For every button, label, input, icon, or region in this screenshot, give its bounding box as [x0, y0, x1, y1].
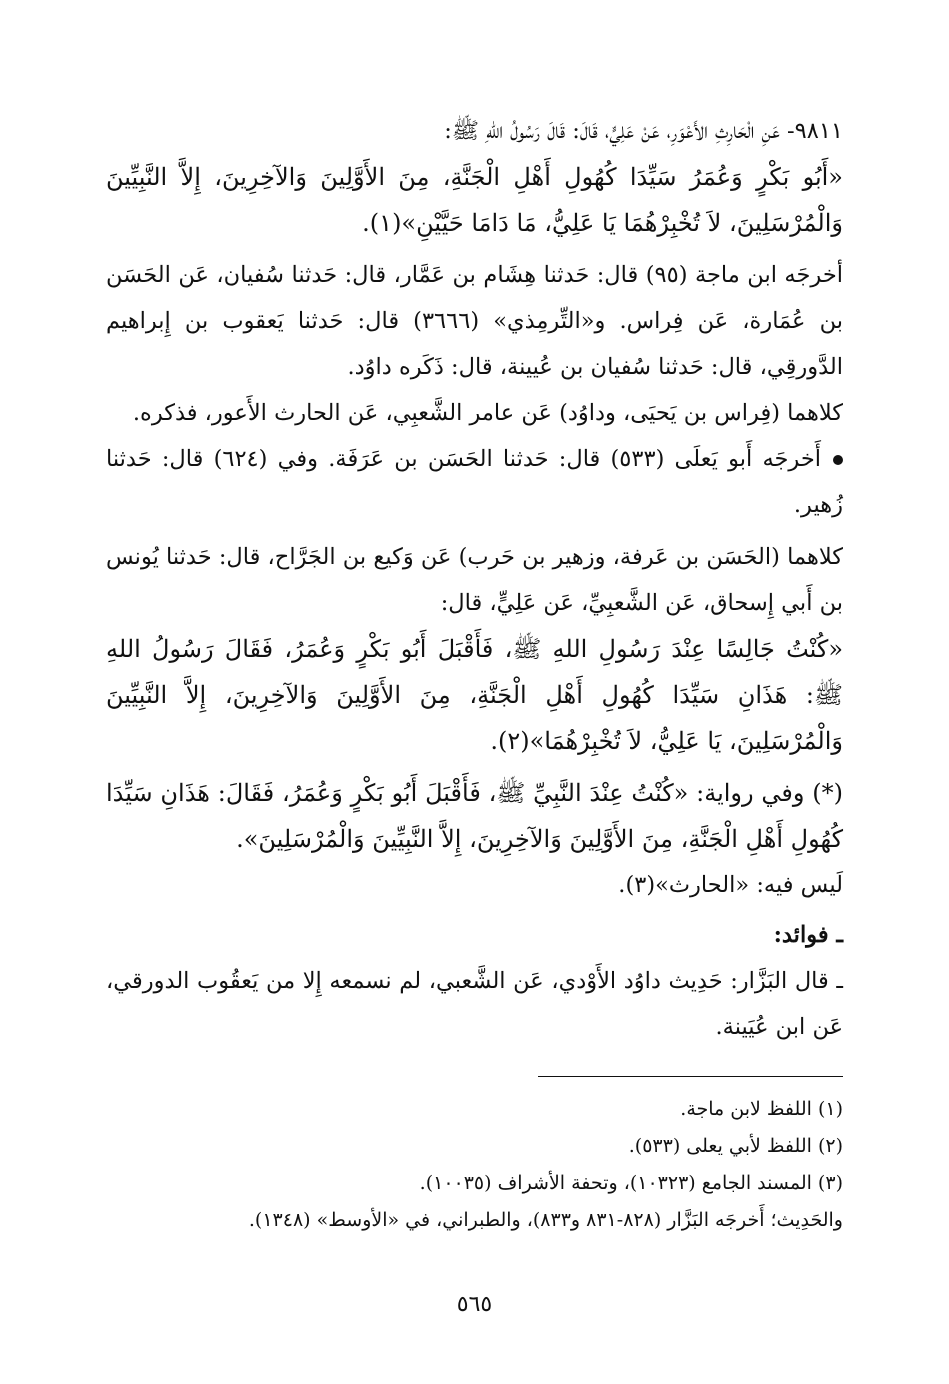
page-number: ٥٦٥ [456, 1292, 493, 1317]
takhrij-abu-yala-text: أَخرجَه أَبو يَعلَى (٥٣٣) قال: حَدثنا الحَسَن بن عَرَفَة. وفي (٦٢٤) قال: حَدثنا زُهير. [106, 446, 843, 518]
riwaya-text: (*) وفي رواية: «كُنْتُ عِنْدَ النَّبِيِّ ﷺ، فَأَقْبَلَ أَبُو بَكْرٍ وَعُمَرُ، فَقَالَ: هَذَانِ سَيِّدَا كُهُولِ أَهْلِ الْجَنَّةِ، مِنَ الأَوَّلِينَ وَالآخِرِينَ، إِلاَّ النَّبِيِّينَ وَالْمُرْسَلِينَ». [106, 779, 843, 853]
hadith-number-intro: ٩٨١١- عَنِ الْحَارِثِ الأَعْوَرِ، عَنْ عَلِيٍّ، قَالَ: قَالَ رَسُولُ اللهِ ﷺ: [444, 118, 843, 144]
footnotes-list [106, 1091, 843, 1239]
footnote-item: (١) اللفظ لابن ماجة. [680, 1098, 843, 1120]
footnote-item: والحَدِيث؛ أَخرجَه البَزَّار (٨٢٨-٨٣١ و٨٣٣)، والطبراني، في «الأوسط» (١٣٤٨). [248, 1209, 843, 1231]
benefits-text: ـ قال البَزَّار: حَدِيث داوُد الأَوْدي، عَن الشَّعبي، لم نسمعه إِلا من يَعقُوب الدورقي، عَن ابن عُيَينة. [106, 968, 843, 1040]
bullet-icon [833, 455, 843, 465]
laysa-fihi-note: لَيس فيه: «الحارث»(٣). [618, 872, 843, 898]
takhrij-ibn-majah: أخرجَه ابن ماجة (٩٥) قال: حَدثنا هِشَام بن عَمَّار، قال: حَدثنا سُفيان، عَن الحَسَن بن عُمَارة، عَن فِراس. و«التِّرمِذي» (٣٦٦٦) قال: حَدثنا يَعقوب بن إِبراهيم الدَّورقِي، قال: حَدثنا سُفيان بن عُيينة، قال: ذَكَره داوُد. [106, 262, 843, 380]
hadith-second-text: «كُنْتُ جَالِسًا عِنْدَ رَسُولِ اللهِ ﷺ، فَأَقْبَلَ أَبُو بَكْرٍ وَعُمَرُ، فَقَالَ رَسُولُ اللهِ ﷺ: هَذَانِ سَيِّدَا كُهُولِ أَهْلِ الْجَنَّةِ، مِنَ الأَوَّلِينَ وَالآخِرِينَ، إِلاَّ النَّبِيِّينَ وَالْمُرْسَلِينَ، يَا عَلِيُّ، لاَ تُخْبِرْهُمَا»(٢). [106, 635, 843, 755]
takhrij-both-chain: كلاهما (فِراس بن يَحيَى، وداوُد) عَن عامر الشَّعبِي، عَن الحارث الأَعور، فذكره. [132, 400, 843, 426]
footnote-item: (٢) اللفظ لأبي يعلى (٥٣٣). [628, 1135, 843, 1157]
takhrij-abu-yala [106, 436, 843, 528]
takhrij-both-second: كلاهما (الحَسَن بن عَرفة، وزهير بن حَرب) عَن وَكيع بن الجَرَّاح، قال: حَدثنا يُونس بن أَبي إِسحاق، عَن الشَّعبِيِّ، عَن عَلِيٍّ، قال: [106, 544, 843, 616]
footnote-divider [538, 1076, 843, 1077]
footnote-item: (٣) المسند الجامع (١٠٣٢٣)، وتحفة الأشراف (١٠٠٣٥). [419, 1172, 843, 1194]
hadith-text: «أَبُو بَكْرٍ وَعُمَرُ سَيِّدَا كُهُولِ أَهْلِ الْجَنَّةِ، مِنَ الأَوَّلِينَ وَالآخِرِينَ، إِلاَّ النَّبِيِّينَ وَالْمُرْسَلِينَ، لاَ تُخْبِرْهُمَا يَا عَلِيُّ، مَا دَامَا حَيَّيْنِ»(١). [106, 163, 843, 237]
benefits-heading: ـ فوائد: [773, 922, 843, 948]
